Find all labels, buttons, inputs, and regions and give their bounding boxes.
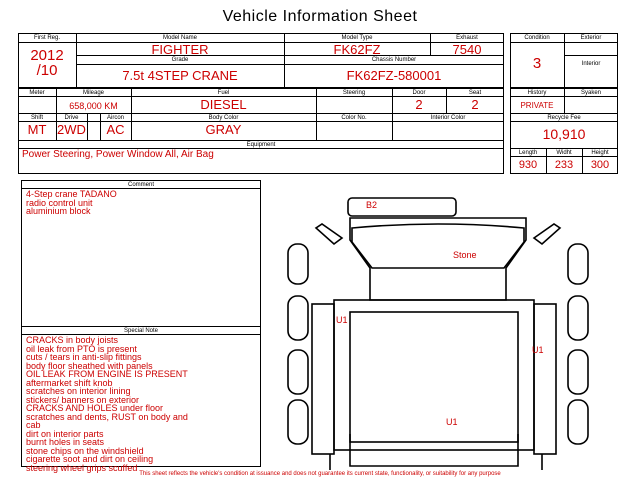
seat: 2 (471, 97, 479, 112)
fuel-label: Fuel (217, 90, 230, 96)
model-name: FIGHTER (151, 42, 209, 57)
first-reg-label: First Reg. (33, 35, 60, 41)
height: 300 (590, 159, 610, 171)
shift: MT (27, 122, 47, 137)
equipment-value: Power Steering, Power Window All, Air Bag (22, 149, 214, 160)
chassis-label: Chassis Number (371, 57, 417, 63)
mileage: 658,000 KM (69, 101, 118, 111)
comment-text: 4-Step crane TADANO radio control unit aluminium block (26, 189, 117, 216)
wheel-front-right (568, 296, 588, 340)
length-label: Length (518, 150, 538, 156)
side-panel-left (312, 304, 334, 454)
model-type-label: Model Type (341, 35, 373, 41)
grade: 7.5t 4STEP CRANE (122, 68, 238, 83)
wheel-rear-right (568, 350, 588, 394)
history-label: History (527, 90, 547, 96)
damage-u1-left: U1 (336, 315, 348, 325)
width-label: Widht (556, 150, 572, 156)
model-type: FK62FZ (333, 42, 381, 57)
seat-label: Seat (468, 90, 482, 96)
fuel: DIESEL (200, 97, 247, 112)
recycle-label: Recycle Fee (547, 115, 581, 121)
aircon-label: Aircon (106, 115, 124, 121)
cab-outline (350, 218, 526, 300)
grade-label: Grade (171, 57, 189, 63)
exterior-label: Exterior (580, 35, 602, 41)
steering-label: Steering (342, 90, 366, 96)
first-reg-month: /10 (36, 62, 58, 79)
wheel-rear-left-2 (288, 400, 308, 444)
mirror-left (316, 224, 342, 244)
width: 233 (554, 159, 574, 171)
interior-label: Interior (581, 61, 601, 67)
exhaust-label: Exhaust (456, 35, 478, 41)
drive-label: Drive (64, 115, 79, 121)
interior-color-label: Interior Color (430, 115, 466, 121)
condition-value: 3 (532, 55, 542, 72)
door-label: Door (412, 90, 426, 96)
damage-u1-bottom: U1 (446, 417, 458, 427)
mileage-label: Mileage (82, 90, 104, 96)
special-note-text: CRACKS in body joists oil leak from PTO is present cuts / tears in anti-slip fittings body floor sheathed with panels OIL LEAK FROM ENGINE IS PRESENT aftermarket shift knob scratches on interior lining stickers/ banners on exterior CRACKS AND HOLES under floor scratches and dents, RUST on body and cab dirt on interior parts burnt holes in seats stone chips on the windshield cigarette soot and dirt on ceiling steering wheel grips scuffed (26, 335, 188, 473)
body-color: GRAY (205, 122, 242, 137)
height-label: Height (591, 150, 609, 156)
meter-label: Meter (29, 90, 45, 96)
damage-b2: B2 (366, 200, 378, 210)
side-panel-right (534, 304, 556, 454)
history: PRIVATE (520, 101, 554, 110)
footer-disclaimer: This sheet reflects the vehicle's condition at issuance and does not guarantee its current state, functionality, or suitability for any purpose (139, 471, 501, 477)
chassis-number: FK62FZ-580001 (346, 68, 442, 83)
damage-stone: Stone (453, 250, 477, 260)
damage-u1-right: U1 (532, 345, 544, 355)
exhaust: 7540 (452, 42, 482, 57)
mirror-right (534, 224, 560, 244)
length: 930 (518, 159, 538, 171)
wheel-rear-right-2 (568, 400, 588, 444)
recycle-fee: 10,910 (542, 126, 586, 142)
model-name-label: Model Name (162, 35, 197, 41)
color-no-label: Color No. (341, 115, 367, 121)
special-note-label: Special Note (123, 328, 159, 334)
condition-label: Condition (524, 35, 550, 41)
truck-bed (334, 300, 534, 450)
shift-label: Shift (30, 115, 43, 121)
door: 2 (415, 97, 423, 112)
page-title: Vehicle Information Sheet (222, 8, 418, 25)
cab-top-outline (348, 198, 456, 216)
drive: 2WD (57, 122, 86, 137)
bed-floor (350, 312, 518, 442)
first-reg-year: 2012 (30, 47, 64, 64)
wheel-front-right-top (568, 244, 588, 284)
rear-bumper (330, 454, 542, 470)
wheel-rear-left (288, 350, 308, 394)
comment-label: Comment (127, 182, 154, 188)
wheel-front-left-top (288, 244, 308, 284)
wheel-front-left (288, 296, 308, 340)
syaken-label: Syaken (580, 90, 601, 96)
windshield (352, 224, 524, 268)
aircon: AC (106, 122, 125, 137)
equipment-label: Equipment (246, 142, 276, 148)
body-color-label: Body Color (208, 115, 239, 121)
